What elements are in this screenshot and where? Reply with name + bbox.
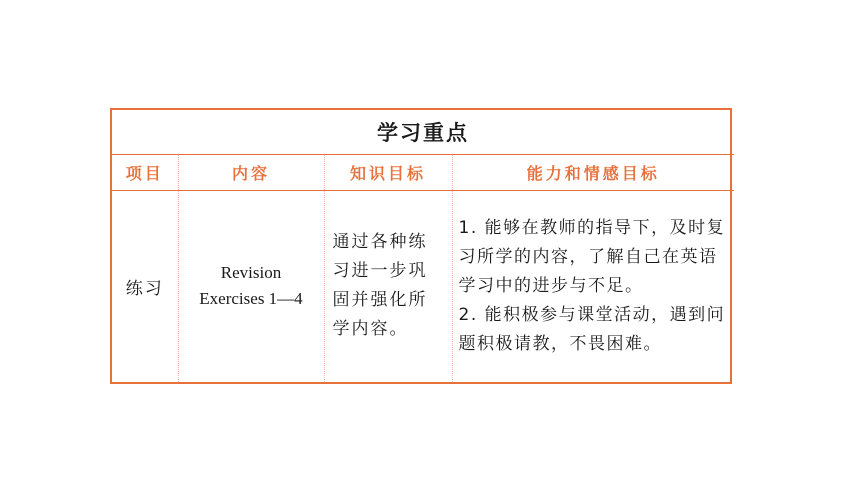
learning-focus-table xyxy=(110,108,732,384)
table-title: 学习重点 xyxy=(112,110,734,154)
cell-ability-goal xyxy=(452,190,734,382)
ability-goal-1: 1. 能够在教师的指导下，及时复习所学的内容，了解自己在英语学习中的进步与不足。 xyxy=(458,217,726,296)
cell-knowledge-goal: 通过各种练习进一步巩固并强化所学内容。 xyxy=(324,190,452,382)
cell-item: 练习 xyxy=(112,190,178,382)
cell-content xyxy=(178,190,324,382)
header-knowledge-goal: 知识目标 xyxy=(324,154,452,190)
header-item: 项目 xyxy=(112,154,178,190)
content-line-1: Revision xyxy=(220,263,282,283)
learning-focus-grid xyxy=(112,110,734,382)
content-line-2: Exercises 1—4 xyxy=(199,289,303,309)
header-ability-goal: 能力和情感目标 xyxy=(452,154,734,190)
header-content: 内容 xyxy=(178,154,324,190)
ability-goal-2: 2. 能积极参与课堂活动，遇到问题积极请教，不畏困难。 xyxy=(458,304,726,354)
